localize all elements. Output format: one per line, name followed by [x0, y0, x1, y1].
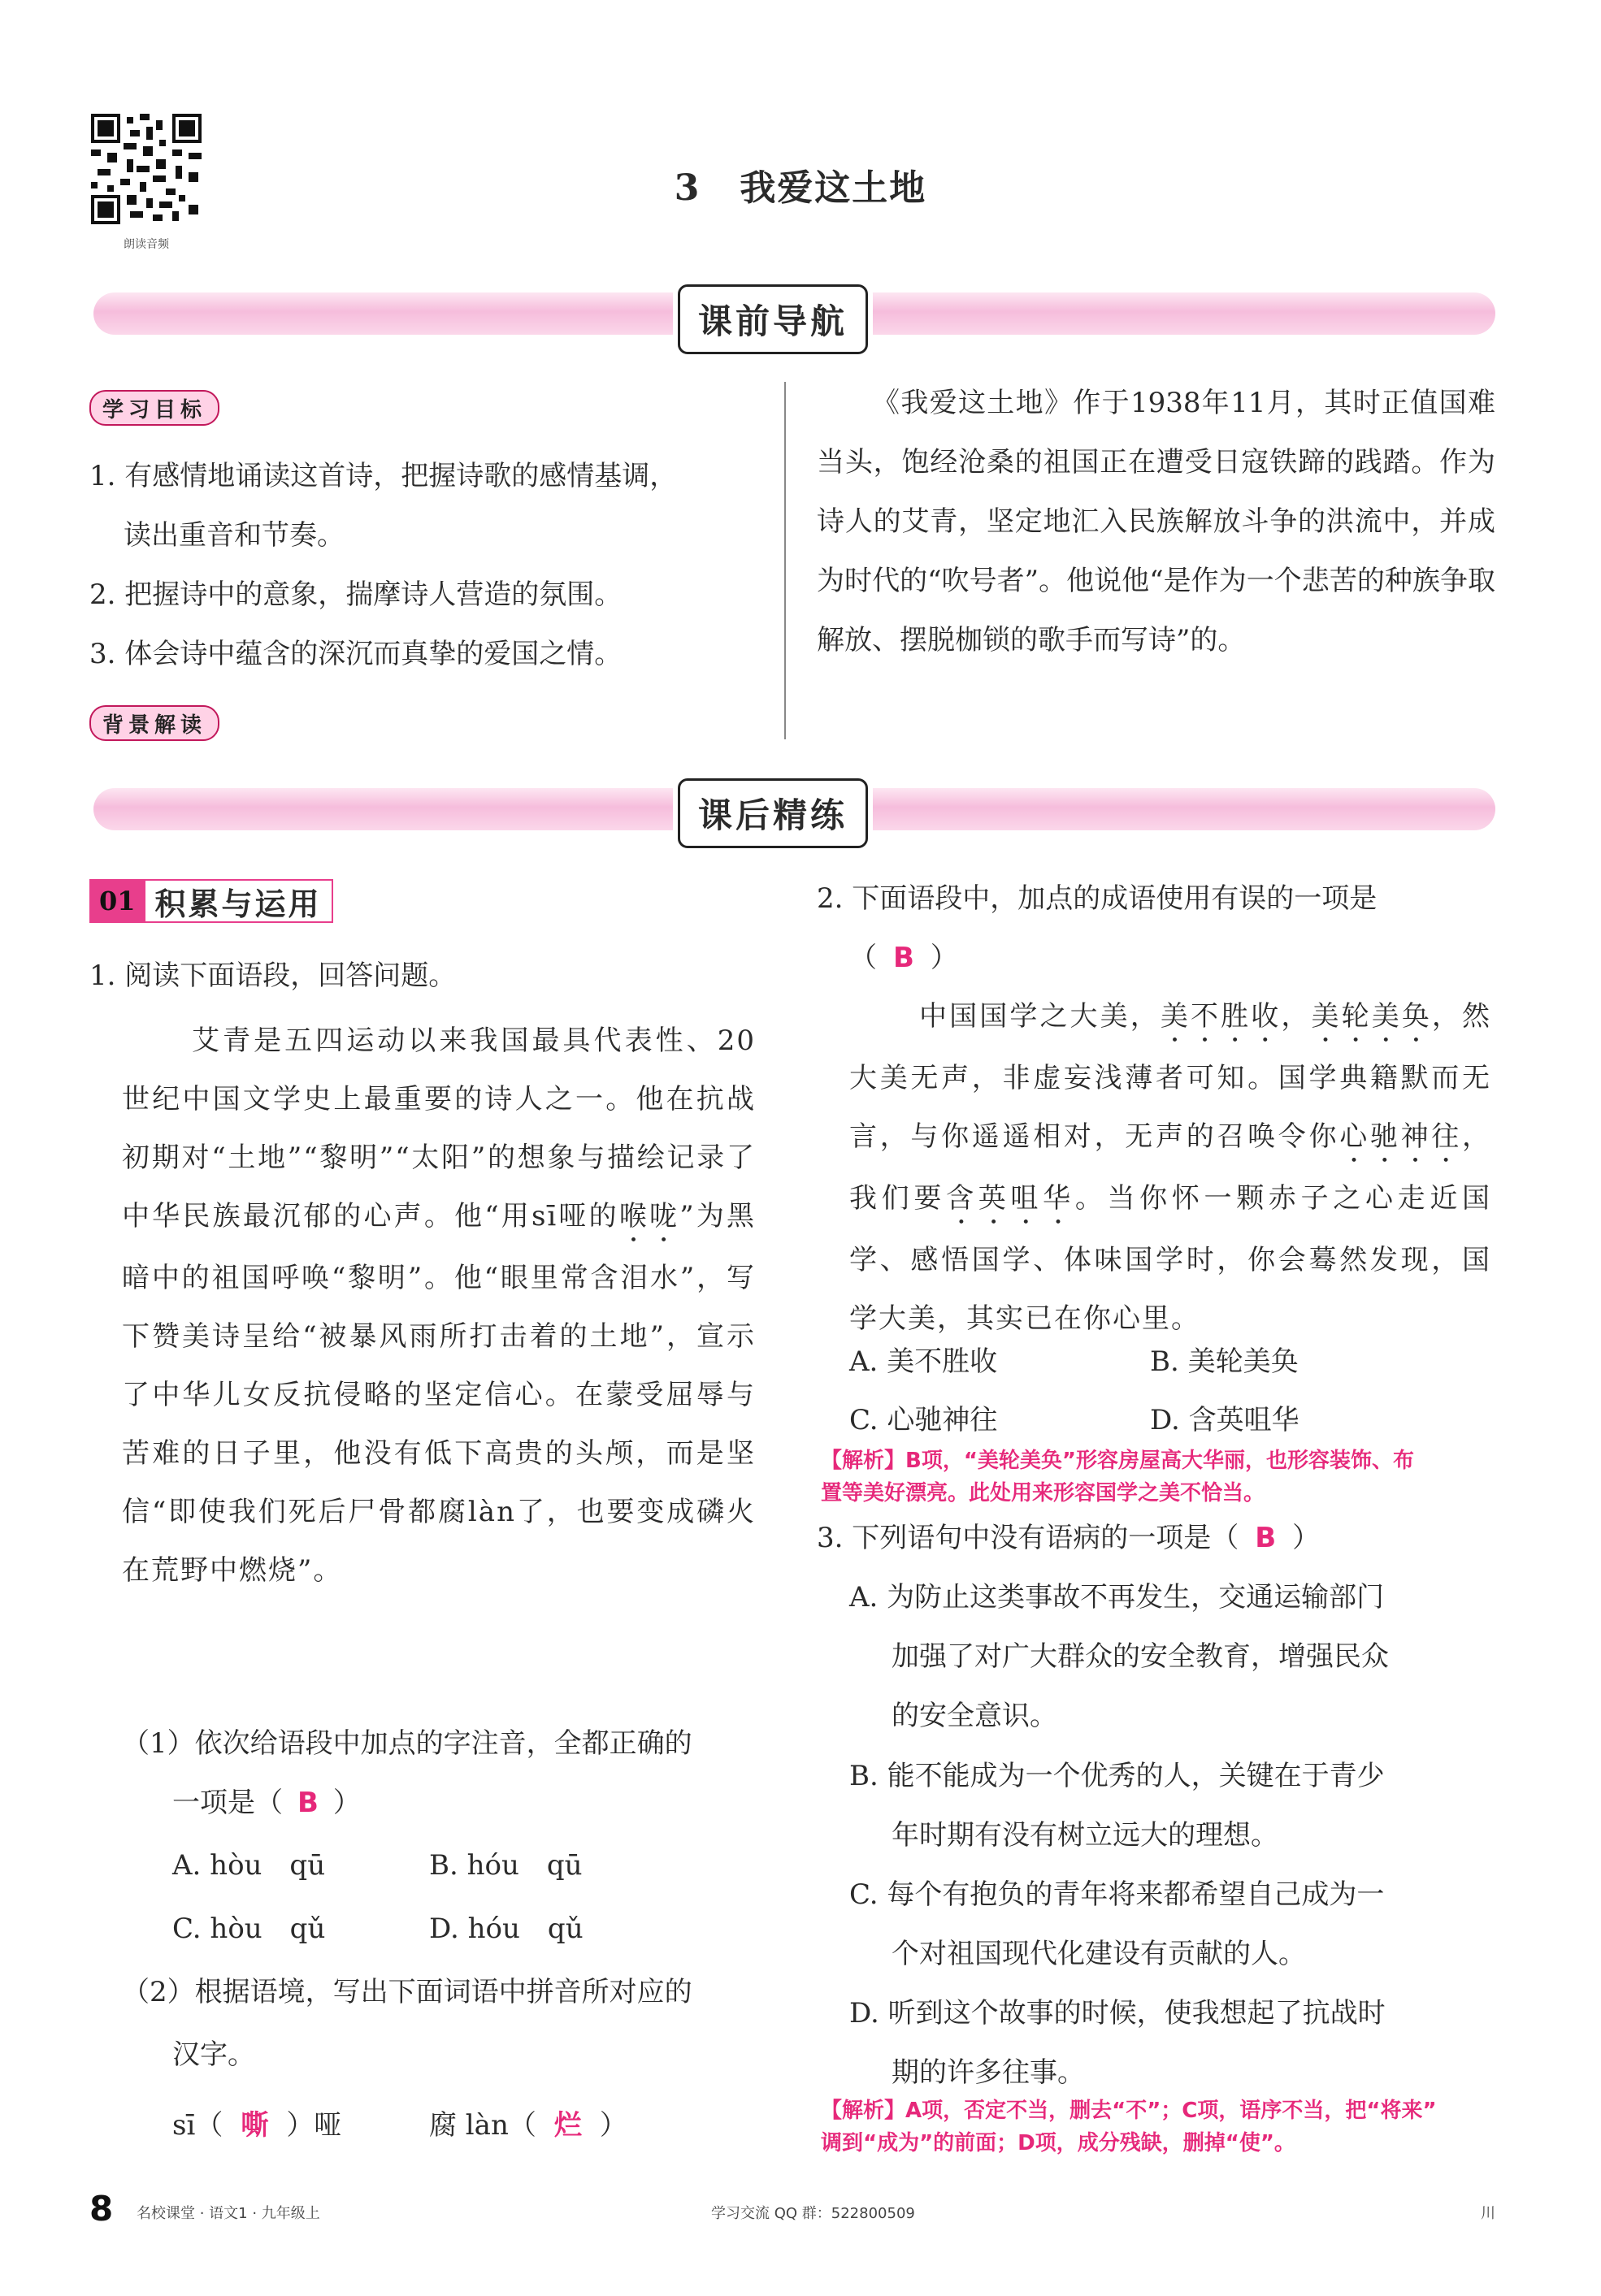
- q2-idiom-3: 心驰神往: [1339, 1120, 1463, 1153]
- q1-stem: 1. 阅读下面语段，回答问题。: [89, 960, 457, 992]
- q2-paren-close: ）: [930, 942, 958, 974]
- q1-passage-part-a: 艾青是五四运动以来我国最具代表性、20世纪中国文学史上最重要的诗人之一。他在抗战初期对“土地”“黎明”“太阳”的想象与描绘记录了中华民族最沉郁的心声。他“用sī哑的: [122, 1025, 756, 1232]
- q3-option-d-cont: 期的许多往事。: [892, 2056, 1085, 2089]
- q3-option-a-cont1: 加强了对广大群众的安全教育，增强民众: [892, 1640, 1389, 1673]
- q1-sub1-option-d: D. hóu qǔ: [429, 1913, 584, 1945]
- tag-objectives: 学习目标: [89, 390, 219, 426]
- footer-qq: 学习交流 QQ 群：522800509: [711, 2205, 915, 2222]
- q1-sub1-option-b: B. hóu qū: [429, 1849, 583, 1882]
- q3-option-a-cont2: 的安全意识。: [892, 1700, 1057, 1732]
- lesson-number: 3: [674, 167, 701, 209]
- q2-idiom-2: 美轮美奂: [1311, 1000, 1432, 1033]
- q3-paren-close: ）: [1292, 1522, 1321, 1554]
- q3-stem-text: 3. 下列语句中没有语病的一项是（: [817, 1522, 1239, 1554]
- qr-caption: 朗读音频: [124, 238, 169, 251]
- q3-option-b: B. 能不能成为一个优秀的人，关键在于青少: [849, 1760, 1385, 1792]
- q1-sub2-word2: [429, 2096, 627, 2155]
- q2-option-b: B. 美轮美奂: [1150, 1345, 1299, 1378]
- q1-sub2-stem: （2）根据语境，写出下面词语中拼音所对应的: [122, 1976, 692, 2008]
- q1-passage-part-b: ”为黑暗中的祖国呼唤“黎明”。他“眼里常含泪水”，写下赞美诗呈给“被暴风雨所打击着的土地”，宣示了中华儿女反抗侵略的坚定信心。在蒙受屈辱与苦难的日子里，他没有低下高贵的头颅，而是坚信“即使我们死后尸骨都腐làn了，也要变成磷火在荒野中燃烧”。: [122, 1200, 757, 1587]
- q1-sub2-w1-answer: 嘶: [241, 2109, 269, 2142]
- q3-option-c-cont: 个对祖国现代化建设有贡献的人。: [892, 1938, 1306, 1970]
- footer-mark: 川: [1481, 2205, 1495, 2222]
- footer-book: 名校课堂 · 语文1 · 九年级上: [137, 2205, 320, 2222]
- q1-sub2-word1: [172, 2096, 341, 2155]
- q2-comma-3: ，我们要: [849, 1120, 1492, 1215]
- q1-dotted-word: 喉咙: [618, 1200, 680, 1232]
- q2-passage-pre: 中国国学之大美，: [919, 1000, 1161, 1033]
- objective-2: 2. 把握诗中的意象，揣摩诗人营造的氛围。: [89, 578, 623, 611]
- q3-option-c: C. 每个有抱负的青年将来都希望自己成为一: [849, 1878, 1385, 1911]
- q1-sub1-option-c: C. hòu qǔ: [172, 1913, 326, 1945]
- tag-background: 背景解读: [89, 705, 219, 741]
- part-01-header: [89, 879, 333, 923]
- objective-3: 3. 体会诗中蕴含的深沉而真挚的爱国之情。: [89, 638, 623, 670]
- q1-sub1-paren-open: 一项是（: [172, 1787, 283, 1819]
- q2-analysis-line2: 置等美好漂亮。此处用来形容国学之美不恰当。: [821, 1481, 1265, 1505]
- part-label: 积累与运用: [145, 879, 333, 923]
- section-title-pre: 课前导航: [678, 284, 868, 354]
- page-title: [0, 158, 1601, 210]
- q3-analysis-line2: 调到“成为”的前面；D项，成分残缺，删掉“使”。: [821, 2131, 1295, 2155]
- q3-option-b-cont: 年时期有没有树立远大的理想。: [892, 1819, 1278, 1852]
- q1-sub2-stem-cont: 汉字。: [172, 2038, 255, 2071]
- q2-paren-open: （: [849, 942, 877, 974]
- q2-answer-line: [849, 929, 958, 988]
- q1-passage: [122, 1012, 756, 1600]
- q2-option-a: A. 美不胜收: [849, 1345, 998, 1378]
- q1-sub2-w2-prefix: 腐 làn（: [429, 2109, 536, 2142]
- q2-passage-post: 。当你怀一颗赤子之心走近国学、感悟国学、体味国学时，你会蓦然发现，国学大美，其实已在你心里。: [849, 1182, 1492, 1335]
- q3-analysis-line1: 【解析】A项，否定不当，删去“不”；C项，语序不当，把“将来”: [821, 2099, 1437, 2123]
- objective-1: 1. 有感情地诵读这首诗，把握诗歌的感情基调，: [89, 460, 678, 492]
- q1-sub1-answer: B: [297, 1787, 319, 1819]
- q2-option-c: C. 心驰神往: [849, 1404, 998, 1436]
- q1-sub2-w1-prefix: sī（: [172, 2109, 223, 2142]
- q2-analysis-line1: 【解析】B项，“美轮美奂”形容房屋高大华丽，也形容装饰、布: [821, 1449, 1414, 1473]
- q2-answer: B: [893, 942, 914, 974]
- section-title-post: 课后精练: [678, 778, 868, 848]
- q1-sub1-paren-close: ）: [332, 1787, 361, 1819]
- background-text: 《我爱这土地》作于1938年11月，其时正值国难当头，饱经沧桑的祖国正在遭受日寇铁蹄的践踏。作为诗人的艾青，坚定地汇入民族解放斗争的洪流中，并成为时代的“吹号者”。他说他“是作为一个悲苦的种族争取解放、摆脱枷锁的歌手而写诗”的。: [817, 387, 1495, 656]
- q1-sub1-stem-cont: [172, 1774, 741, 1833]
- q3-answer: B: [1255, 1522, 1277, 1554]
- column-divider: [784, 382, 786, 739]
- q2-passage-mid: 然大美无声，非虚妄浅薄者可知。国学典籍默而无言，与你遥遥相对，无声的召唤令你: [849, 1000, 1492, 1153]
- q2-comma-2: ，: [1431, 1000, 1463, 1033]
- q2-passage: [849, 987, 1491, 1348]
- page-number: 8: [89, 2189, 114, 2229]
- q3-option-a: A. 为防止这类事故不再发生，交通运输部门: [849, 1581, 1385, 1614]
- q2-option-d: D. 含英咀华: [1150, 1404, 1299, 1436]
- q1-sub2-w1-suffix: ）哑: [286, 2109, 342, 2142]
- q1-sub2-w2-suffix: ）: [599, 2109, 627, 2142]
- lesson-title: 我爱这土地: [740, 167, 927, 209]
- q2-idiom-4: 含英咀华: [946, 1182, 1075, 1215]
- q1-sub2-w2-answer: 烂: [553, 2109, 582, 2142]
- q2-comma-1: ，: [1281, 1000, 1312, 1033]
- q2-stem: 2. 下面语段中，加点的成语使用有误的一项是: [817, 882, 1378, 915]
- q3-stem: [817, 1509, 1320, 1568]
- q1-sub1-option-a: A. hòu qū: [172, 1849, 326, 1882]
- q1-sub1-stem: （1）依次给语段中加点的字注音，全都正确的: [122, 1727, 692, 1760]
- part-number: 01: [89, 879, 145, 923]
- q3-option-d: D. 听到这个故事的时候，使我想起了抗战时: [849, 1997, 1386, 2030]
- q2-idiom-1: 美不胜收: [1160, 1000, 1282, 1033]
- objective-1-cont: 读出重音和节奏。: [124, 519, 345, 552]
